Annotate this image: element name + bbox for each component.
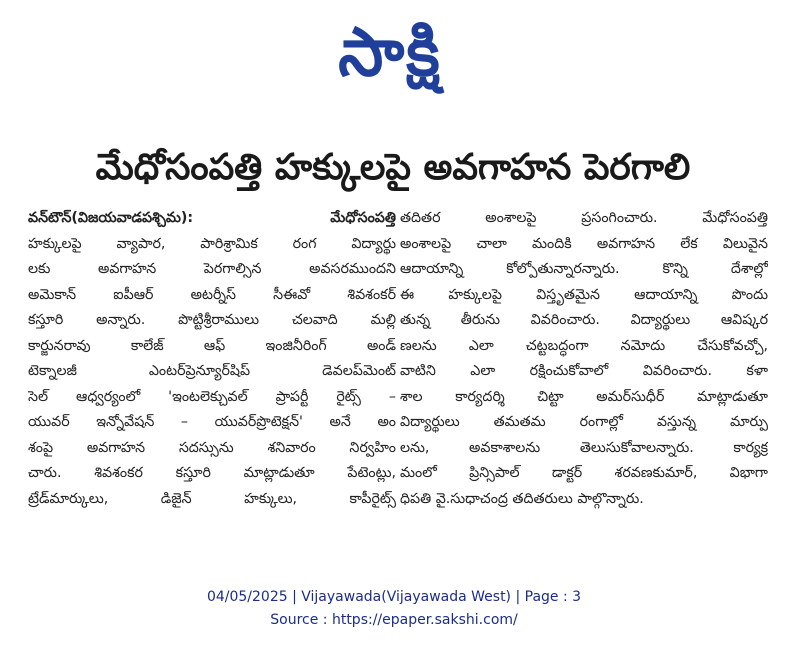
text-line: లకు అవగాహన పెరగాల్సిన అవసరముందని xyxy=(28,261,396,277)
text-line: అంశాలపై చాలా మందికి అవగాహన లేక విలువైన xyxy=(400,235,768,252)
text-line: టెక్నాలజీ ఎంటర్‌ప్రెన్యూర్‌షిప్ డెవలప్‌మెంట్ xyxy=(28,363,396,379)
text-line: ఈ హక్కులపై విస్తృతమైన ఆదాయాన్ని పొందు xyxy=(400,286,768,303)
article-column-left xyxy=(28,206,396,512)
text-line: సెల్ ఆధ్వర్యంలో 'ఇంటలెక్చువల్ ప్రాపర్టీ రైట్స్ – xyxy=(28,388,396,405)
source-link[interactable]: Source : https://epaper.sakshi.com/ xyxy=(270,612,518,628)
text-line: ఆదాయాన్ని కోల్పోతున్నారన్నారు. కొన్ని దేశాల్లో xyxy=(400,261,768,277)
text-line: లను, అవకాశాలను తెలుసుకోవాలన్నారు. కార్యక్ర xyxy=(400,439,768,456)
text-line: కార్జునరావు కాలేజ్ ఆఫ్ ఇంజినీరింగ్ అండ్ xyxy=(28,337,396,354)
masthead-name: సాక్షి xyxy=(338,14,442,92)
text-line: శంపై అవగాహన సదస్సును శనివారం నిర్వహిం xyxy=(28,439,396,456)
text-line: ట్రేడ్‌మార్కులు, డిజైన్ హక్కులు, కాపీరైట్స్ xyxy=(28,490,396,507)
text-line: తున్న తీరును వివరించారు. విద్యార్థులు ఆవిష్కర xyxy=(400,312,768,328)
text-line: మంలో ప్రిన్సిపాల్ డాక్టర్ శరవణకుమార్, విభాగా xyxy=(400,465,768,481)
article-column-right xyxy=(400,206,768,512)
text-line: కస్తూరి అన్నారు. పొట్టిశ్రీరాములు చలవాది మల్లి xyxy=(28,312,396,328)
edition-info: 04/05/2025 | Vijayawada(Vijayawada West) | Page : 3 xyxy=(206,589,582,605)
text-line: వన్‌టౌన్(విజయవాడపశ్చిమ): మేధోసంపత్తి xyxy=(28,210,396,226)
text-line: హక్కులపై వ్యాపార, పారిశ్రామిక రంగ విద్యార్థు xyxy=(28,235,396,252)
text-line: విద్యార్థులు తమతమ రంగాల్లో వస్తున్న మార్పు xyxy=(400,414,768,430)
text-line: తదితర అంశాలపై ప్రసంగించారు. మేధోసంపత్తి xyxy=(400,210,768,226)
newspaper-masthead-logo xyxy=(270,8,510,98)
text-line: ధిపతి వై.సుధాచంద్ర తదితరులు పాల్గొన్నారు. xyxy=(400,490,644,507)
article-headline xyxy=(18,143,768,193)
text-line: చారు. శివశంకర కస్తూరి మాట్లాడుతూ పేటెంట్లు, xyxy=(28,465,396,481)
text-line: అమెకాన్ ఐపీఆర్ అటర్నీస్ సీఈవో శివశంకర్ xyxy=(28,286,396,303)
text-line: వాటిని ఎలా రక్షించుకోవాలో వివరించారు. కళా xyxy=(400,363,768,379)
text-line: శాల కార్యదర్శి చిట్టా అమర్‌సుధీర్ మాట్లాడుతూ xyxy=(400,388,768,405)
headline-text: మేధోసంపత్తి హక్కులపై అవగాహన పెరగాలి xyxy=(95,147,691,188)
text-line: యువర్ ఇన్నోవేషన్ – యువర్‌ప్రొటెక్షన్' అనే అం xyxy=(28,414,396,430)
text-line: ణలను ఎలా చట్టబద్ధంగా నమోదు చేసుకోవచ్చో, xyxy=(400,337,768,354)
